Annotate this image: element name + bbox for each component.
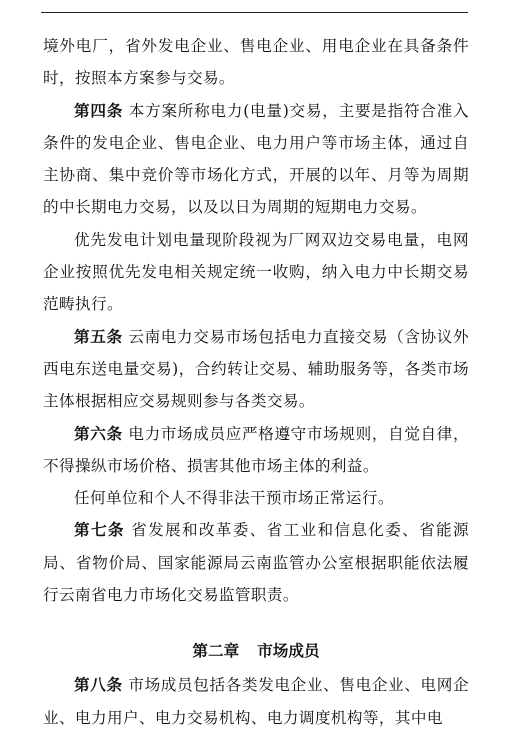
article-8-paragraph bbox=[43, 669, 469, 734]
article-5-paragraph bbox=[43, 321, 469, 418]
article-label: 第七条 bbox=[74, 521, 125, 540]
paragraph-continuation bbox=[43, 30, 469, 95]
paragraph-text: 本方案所称电力(电量)交易，主要是指符合准入条件的发电企业、售电企业、电力用户等市场主体，通过自主协商、集中竞价等市场化方式，开展的以年、月等为周期的中长期电力交易，以及以日为周期的短期电力交易。 bbox=[43, 101, 470, 217]
document-page bbox=[43, 30, 469, 734]
article-label: 第四条 bbox=[74, 101, 124, 120]
article-label: 第八条 bbox=[74, 676, 123, 695]
chapter-heading bbox=[43, 635, 469, 667]
article-7-paragraph bbox=[43, 514, 469, 611]
paragraph-text: 任何单位和个人不得非法干预市场正常运行。 bbox=[74, 489, 394, 508]
paragraph-text: 优先发电计划电量现阶段视为厂网双边交易电量，电网企业按照优先发电相关规定统一收购，纳入电力中长期交易范畴执行。 bbox=[43, 230, 469, 314]
paragraph-text: 市场成员包括各类发电企业、售电企业、电网企业、电力用户、电力交易机构、电力调度机构等，其中电 bbox=[43, 676, 470, 727]
article-6-paragraph bbox=[43, 418, 469, 483]
paragraph-text: 境外电厂，省外发电企业、售电企业、用电企业在具备条件时，按照本方案参与交易。 bbox=[43, 37, 469, 88]
article-label: 第六条 bbox=[74, 424, 123, 443]
article-4-paragraph bbox=[43, 95, 469, 224]
paragraph-text: 省发展和改革委、省工业和信息化委、省能源局、省物价局、国家能源局云南监管办公室根据职能依法履行云南省电力市场化交易监管职责。 bbox=[43, 521, 469, 605]
article-6-sub-paragraph bbox=[43, 482, 469, 514]
paragraph-text: 电力市场成员应严格遵守市场规则，自觉自律，不得操纵市场价格、损害其他市场主体的利益。 bbox=[43, 424, 470, 475]
article-4-sub-paragraph bbox=[43, 224, 469, 321]
article-label: 第五条 bbox=[74, 327, 123, 346]
chapter-title: 市场成员 bbox=[257, 642, 320, 661]
chapter-number: 第二章 bbox=[192, 642, 240, 661]
paragraph-text: 云南电力交易市场包括电力直接交易（含协议外西电东送电量交易)，合约转让交易、辅助服务等，各类市场主体根据相应交易规则参与各类交易。 bbox=[43, 327, 470, 411]
header-rule bbox=[41, 12, 468, 13]
